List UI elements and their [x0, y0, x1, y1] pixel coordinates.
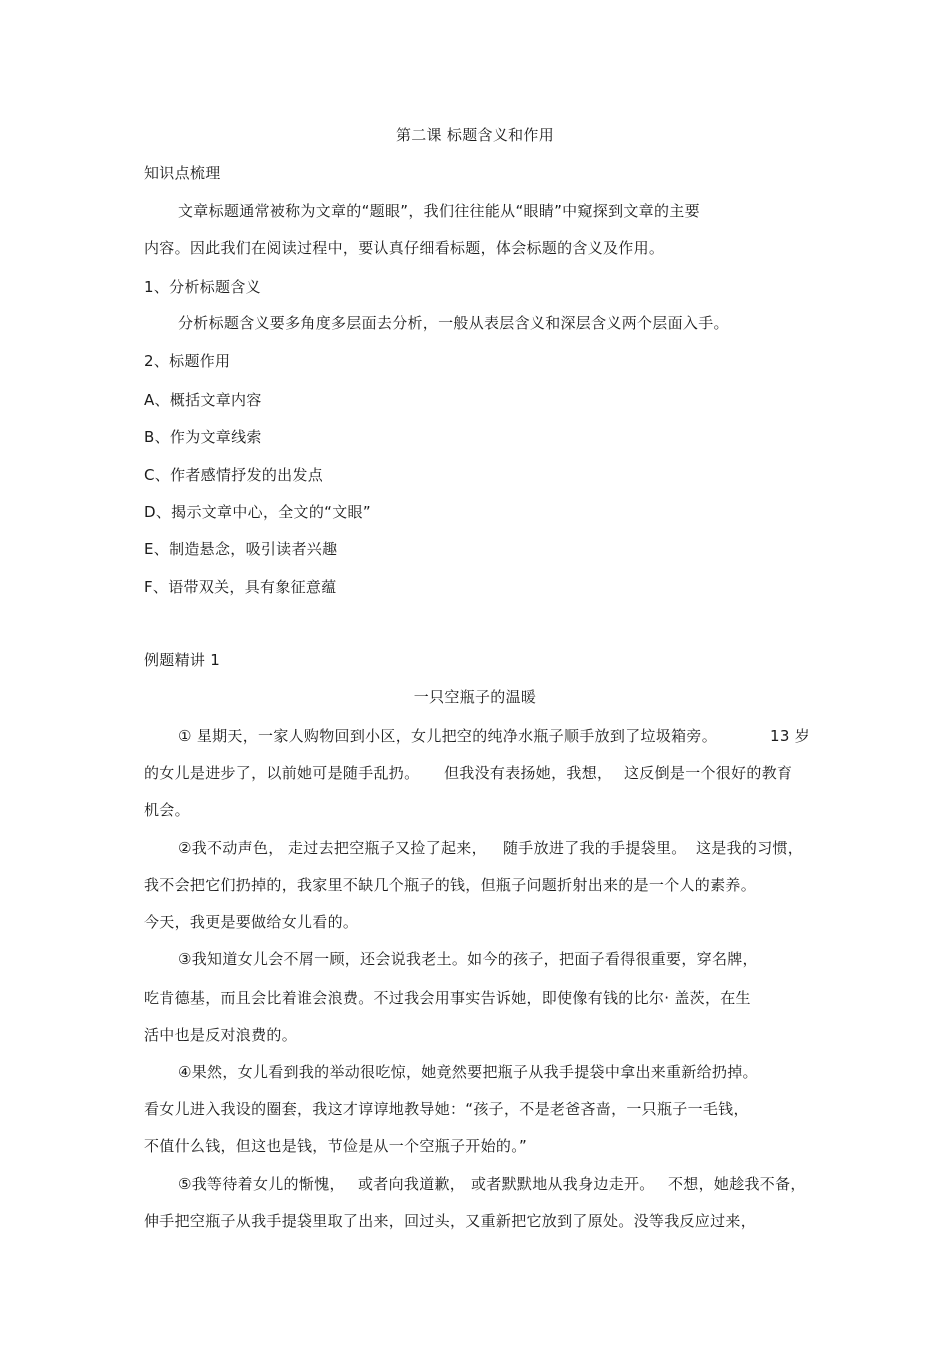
paragraph-3-line-1: ③我知道女儿会不屑一顾，还会说我老土。如今的孩子，把面子看得很重要，穿名牌， [178, 950, 758, 968]
paragraph-1-segment: 的女儿是进步了，以前她可是随手乱扔。 [144, 764, 420, 782]
section-heading: 知识点梳理 [144, 164, 221, 182]
paragraph-1-line-3: 机会。 [144, 801, 190, 819]
point2-heading: 2、标题作用 [144, 352, 231, 370]
paragraph-2-segment: ②我不动声色， [178, 839, 284, 857]
role-item-b: B、作为文章线索 [144, 428, 262, 446]
paragraph-5-segment: 或者向我道歉， [358, 1175, 466, 1193]
paragraph-5-segment: 不想，她趁我不备， [668, 1175, 806, 1193]
point1-heading: 1、分析标题含义 [144, 278, 261, 296]
paragraph-5-line-2: 伸手把空瓶子从我手提袋里取了出来，回过头，又重新把它放到了原处。没等我反应过来， [144, 1212, 757, 1230]
intro-line-2: 内容。因此我们在阅读过程中，要认真仔细看标题，体会标题的含义及作用。 [144, 239, 665, 257]
paragraph-3-line-3: 活中也是反对浪费的。 [144, 1026, 298, 1044]
article-title: 一只空瓶子的温暖 [413, 688, 537, 706]
paragraph-3-line-2: 吃肯德基，而且会比着谁会浪费。不过我会用事实告诉她，即使像有钱的比尔· 盖茨，在生 [144, 989, 751, 1007]
paragraph-1-line-2 [144, 763, 824, 783]
role-item-f: F、语带双关，具有象征意蕴 [144, 578, 337, 596]
paragraph-2-segment: 走过去把空瓶子又捡了起来， [288, 839, 487, 857]
paragraph-1-age: 13 岁 [770, 727, 811, 745]
intro-line-1: 文章标题通常被称为文章的“题眼”，我们往往能从“眼睛”中窥探到文章的主要 [178, 202, 700, 220]
role-item-d: D、揭示文章中心，全文的“文眼” [144, 503, 371, 521]
paragraph-1-line-1 [178, 726, 818, 746]
paragraph-4-line-2: 看女儿进入我设的圈套，我这才谆谆地教导她：“孩子，不是老爸吝啬，一只瓶子一毛钱， [144, 1100, 749, 1118]
paragraph-5-segment: ⑤我等待着女儿的惭愧， [178, 1175, 345, 1193]
paragraph-2-line-2: 我不会把它们扔掉的，我家里不缺几个瓶子的钱，但瓶子问题折射出来的是一个人的素养。 [144, 876, 757, 894]
role-item-c: C、作者感情抒发的出发点 [144, 466, 324, 484]
paragraph-2-segment: 这是我的习惯， [696, 839, 804, 857]
paragraph-2-line-1 [178, 838, 818, 858]
paragraph-2-line-3: 今天，我更是要做给女儿看的。 [144, 913, 359, 931]
paragraph-4-line-3: 不值什么钱，但这也是钱，节俭是从一个空瓶子开始的。” [144, 1137, 528, 1155]
role-item-a: A、概括文章内容 [144, 391, 262, 409]
paragraph-1-segment: 这反倒是一个很好的教育 [624, 764, 793, 782]
paragraph-1-segment: 但我没有表扬她，我想， [444, 764, 613, 782]
paragraph-4-line-1: ④果然，女儿看到我的举动很吃惊，她竟然要把瓶子从我手提袋中拿出来重新给扔掉。 [178, 1063, 758, 1081]
paragraph-5-line-1 [178, 1174, 818, 1194]
paragraph-5-segment: 或者默默地从我身边走开。 [471, 1175, 655, 1193]
lesson-title: 第二课 标题含义和作用 [395, 126, 555, 144]
role-item-e: E、制造悬念，吸引读者兴趣 [144, 540, 338, 558]
example-heading: 例题精讲 1 [144, 651, 221, 669]
paragraph-2-segment: 随手放进了我的手提袋里。 [503, 839, 687, 857]
paragraph-1-segment: ① 星期天，一家人购物回到小区，女儿把空的纯净水瓶子顺手放到了垃圾箱旁。 [178, 727, 718, 745]
point1-text: 分析标题含义要多角度多层面去分析，一般从表层含义和深层含义两个层面入手。 [178, 314, 729, 332]
